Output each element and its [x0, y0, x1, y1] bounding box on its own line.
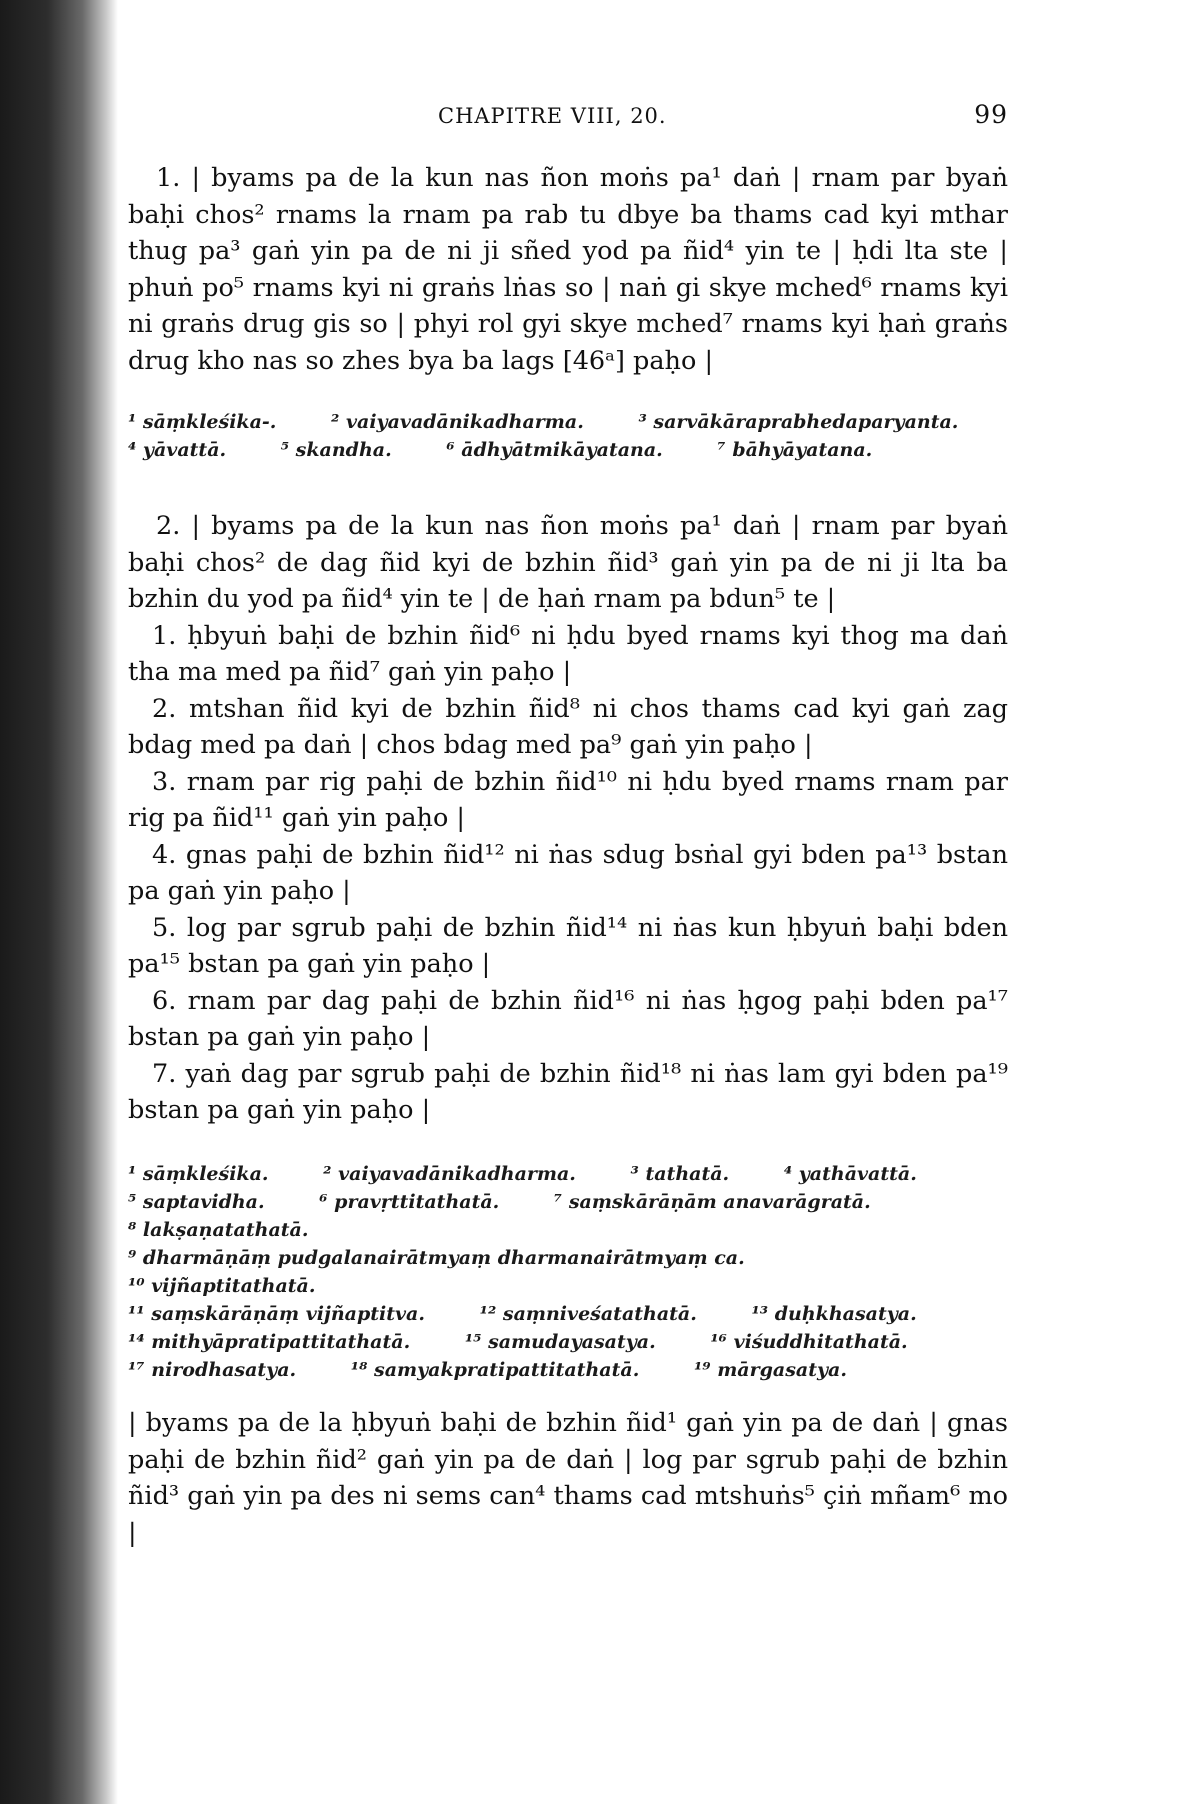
footnote: ⁴ yathāvattā.	[783, 1163, 917, 1185]
footnote: ¹⁰ vijñaptitathatā.	[128, 1275, 316, 1297]
footnote: ¹¹ saṃskārāṇāṃ vijñaptitva.	[128, 1303, 425, 1325]
running-header	[128, 100, 1008, 130]
footnote: ³ sarvākāraprabhedaparyanta.	[638, 411, 959, 433]
footnote: ² vaiyavadānikadharma.	[331, 411, 584, 433]
footnote: ⁴ yāvattā.	[128, 439, 227, 461]
footnote: ⁵ saptavidha.	[128, 1191, 265, 1213]
section-2-paragraph	[128, 508, 1008, 1129]
footnote: ⁵ skandha.	[280, 439, 392, 461]
section-3-paragraph	[128, 1405, 1008, 1551]
list-item: 3. rnam par rig paḥi de bzhin ñid¹⁰ ni ḥdu byed rnams rnam par rig pa ñid¹¹ gaṅ yin paḥo |	[128, 766, 1008, 833]
footnote: ² vaiyavadānikadharma.	[323, 1163, 576, 1185]
footnote: ¹⁶ viśuddhitathatā.	[710, 1331, 908, 1353]
footnote: ⁹ dharmāṇāṃ pudgalanairātmyaṃ dharmanairātmyaṃ ca.	[128, 1247, 745, 1269]
footnote: ¹³ duḥkhasatya.	[751, 1303, 917, 1325]
footnote: ⁷ saṃskārāṇām anavarāgratā.	[553, 1191, 871, 1213]
list-item: 4. gnas paḥi de bzhin ñid¹² ni ṅas sdug bsṅal gyi bden pa¹³ bstan pa gaṅ yin paḥo |	[128, 839, 1008, 906]
footnote: ¹⁷ nirodhasatya.	[128, 1359, 297, 1381]
footnotes-1	[128, 408, 1008, 464]
footnote: ¹ sāṃkleśika.	[128, 1163, 269, 1185]
section-1-paragraph	[128, 160, 1008, 379]
list-item: 7. yaṅ dag par sgrub paḥi de bzhin ñid¹⁸ ni ṅas lam gyi bden pa¹⁹ bstan pa gaṅ yin paḥo |	[128, 1058, 1008, 1125]
footnote: ⁶ ādhyātmikāyatana.	[446, 439, 663, 461]
footnote: ⁸ lakṣaṇatathatā.	[128, 1219, 309, 1241]
footnote: ³ tathatā.	[630, 1163, 730, 1185]
footnote: ¹⁵ samudayasatya.	[464, 1331, 656, 1353]
page-number: 99	[974, 100, 1008, 129]
footnote: ⁶ pravṛttitathatā.	[319, 1191, 500, 1213]
chapter-title: CHAPITRE VIII, 20.	[438, 104, 667, 128]
list-item: 2. mtshan ñid kyi de bzhin ñid⁸ ni chos thams cad kyi gaṅ zag bdag med pa daṅ | chos bdag med pa⁹ gaṅ yin paḥo |	[128, 693, 1008, 760]
footnote: ⁷ bāhyāyatana.	[717, 439, 873, 461]
list-item: 1. ḥbyuṅ baḥi de bzhin ñid⁶ ni ḥdu byed rnams kyi thog ma daṅ tha ma med pa ñid⁷ gaṅ yin paḥo |	[128, 620, 1008, 687]
list-item: 6. rnam par dag paḥi de bzhin ñid¹⁶ ni ṅas ḥgog paḥi bden pa¹⁷ bstan pa gaṅ yin paḥo |	[128, 985, 1008, 1052]
footnotes-2	[128, 1160, 1008, 1384]
footnote: ¹² saṃniveśatathatā.	[479, 1303, 697, 1325]
footnote: ¹⁸ samyakpratipattitathatā.	[350, 1359, 640, 1381]
page	[128, 0, 1008, 1804]
footnote: ¹⁹ mārgasatya.	[693, 1359, 847, 1381]
footnote: ¹ sāṃkleśika-.	[128, 411, 277, 433]
section-3-text: | byams pa de la ḥbyuṅ baḥi de bzhin ñid¹ gaṅ yin pa de daṅ | gnas paḥi de bzhin ñid² gaṅ yin pa de daṅ | log par sgrub paḥi de bzhin ñid³ gaṅ yin pa des ni sems can⁴ thams cad mtshuṅs⁵ çiṅ mñam⁶ mo |	[128, 1408, 1008, 1548]
list-item: 5. log par sgrub paḥi de bzhin ñid¹⁴ ni ṅas kun ḥbyuṅ baḥi bden pa¹⁵ bstan pa gaṅ yin paḥo |	[128, 912, 1008, 979]
section-1-text: 1. | byams pa de la kun nas ñon moṅs pa¹ daṅ | rnam par byaṅ baḥi chos² rnams la rnam pa rab tu dbye ba thams cad kyi mthar thug pa³ gaṅ yin pa de ni ji sñed yod pa ñid⁴ yin te | ḥdi lta ste | phuṅ po⁵ rnams kyi ni graṅs lṅas so | naṅ gi skye mched⁶ rnams kyi ni graṅs drug gis so | phyi rol gyi skye mched⁷ rnams kyi ḥaṅ graṅs drug kho nas so zhes bya ba lags [46ᵃ] paḥo |	[128, 163, 1008, 376]
footnote: ¹⁴ mithyāpratipattitathatā.	[128, 1331, 411, 1353]
book-spine-shadow	[0, 0, 118, 1804]
section-2-intro: 2. | byams pa de la kun nas ñon moṅs pa¹ daṅ | rnam par byaṅ baḥi chos² de dag ñid kyi de bzhin ñid³ gaṅ yin pa de ni ji lta ba bzhin du yod pa ñid⁴ yin te | de ḥaṅ rnam pa bdun⁵ te |	[128, 511, 1008, 614]
